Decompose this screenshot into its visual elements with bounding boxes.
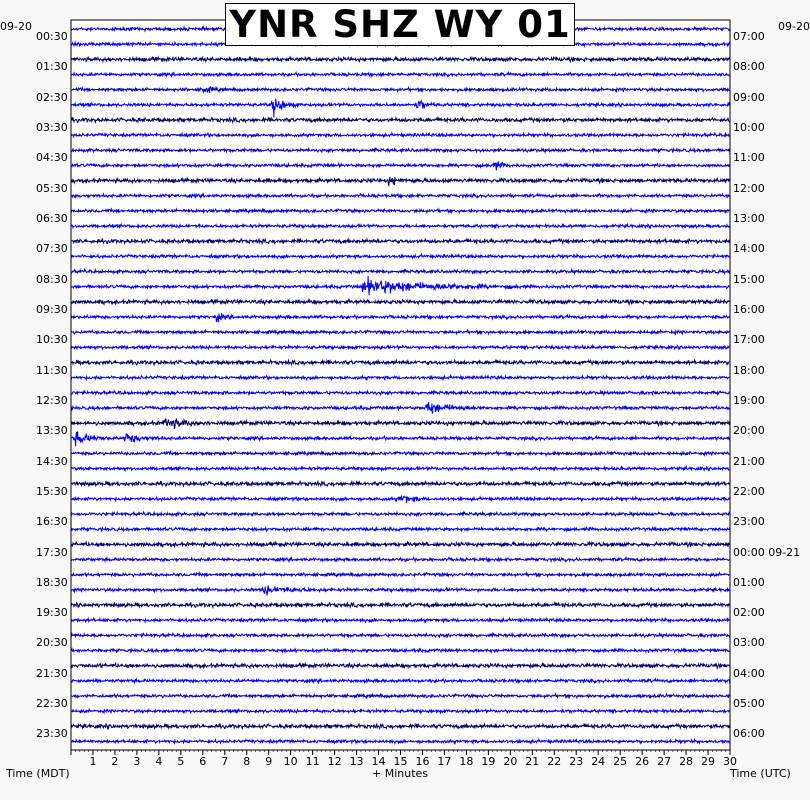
station-title-box (225, 3, 575, 46)
left-time-label: 18:30 (36, 575, 68, 589)
x-tick-label: 14 (371, 755, 386, 768)
left-time-label: 02:30 (36, 90, 68, 104)
x-tick-label: 21 (525, 755, 540, 768)
x-tick-label: 29 (701, 755, 716, 768)
right-time-label: 13:00 (733, 212, 765, 226)
station-title: YNR SHZ WY 01 (229, 3, 571, 46)
right-time-label: 14:00 (733, 242, 765, 256)
x-tick-label: 23 (569, 755, 584, 768)
x-tick-label: 25 (613, 755, 628, 768)
x-axis-label: + Minutes (372, 767, 429, 780)
right-date-label: 09-20 (778, 20, 810, 33)
left-time-label: 21:30 (36, 666, 68, 680)
x-tick-label: 5 (177, 755, 185, 768)
x-tick-label: 6 (199, 755, 207, 768)
x-tick-label: 22 (547, 755, 562, 768)
left-time-label: 22:30 (36, 697, 68, 711)
x-tick-label: 13 (349, 755, 364, 768)
left-time-label: 06:30 (36, 212, 68, 226)
left-time-label: 10:30 (36, 333, 68, 347)
x-tick-label: 15 (393, 755, 408, 768)
left-time-label: 14:30 (36, 454, 68, 468)
right-time-label: 01:00 (733, 575, 765, 589)
right-time-label: 00:00 09-21 (733, 545, 801, 559)
x-tick-label: 11 (305, 755, 320, 768)
right-time-label: 04:00 (733, 666, 765, 680)
right-time-label: 03:00 (733, 636, 765, 650)
right-time-label: 23:00 (733, 515, 765, 529)
left-axis-label: Time (MDT) (6, 767, 70, 780)
right-time-label: 11:00 (733, 151, 765, 165)
right-time-label: 08:00 (733, 60, 765, 74)
right-time-label: 09:00 (733, 90, 765, 104)
right-axis-label: Time (UTC) (730, 767, 791, 780)
x-tick-label: 17 (437, 755, 452, 768)
x-tick-label: 18 (459, 755, 474, 768)
right-time-label: 19:00 (733, 393, 765, 407)
x-tick-label: 2 (111, 755, 119, 768)
right-time-label: 10:00 (733, 121, 765, 135)
left-time-label: 16:30 (36, 515, 68, 529)
x-tick-label: 19 (481, 755, 496, 768)
right-time-label: 18:00 (733, 363, 765, 377)
left-time-label: 17:30 (36, 545, 68, 559)
right-time-label: 16:00 (733, 303, 765, 316)
x-tick-label: 3 (133, 755, 141, 768)
right-time-label: 05:00 (733, 697, 765, 711)
x-tick-label: 8 (243, 755, 251, 768)
left-time-label: 23:30 (36, 727, 68, 741)
x-tick-label: 28 (679, 755, 694, 768)
right-time-label: 07:00 (733, 30, 765, 44)
left-time-label: 12:30 (36, 393, 68, 407)
left-time-label: 07:30 (36, 242, 68, 256)
right-time-label: 02:00 (733, 606, 765, 620)
left-time-label: 00:30 (36, 30, 68, 44)
x-tick-label: 20 (503, 755, 518, 768)
left-time-label: 20:30 (36, 636, 68, 650)
x-tick-label: 12 (327, 755, 342, 768)
x-tick-label: 26 (635, 755, 650, 768)
right-time-label: 21:00 (733, 454, 765, 468)
right-time-label: 06:00 (733, 727, 765, 741)
right-time-label: 20:00 (733, 424, 765, 438)
x-tick-label: 9 (265, 755, 273, 768)
left-time-label: 04:30 (36, 151, 68, 165)
plot-area (71, 20, 730, 750)
right-time-label: 12:00 (733, 181, 765, 195)
right-time-label: 17:00 (733, 333, 765, 347)
left-time-label: 01:30 (36, 60, 68, 74)
left-date-label: 09-20 (0, 20, 32, 33)
x-tick-label: 1 (89, 755, 97, 768)
left-time-label: 13:30 (36, 424, 68, 438)
left-time-label: 03:30 (36, 121, 68, 135)
left-time-label: 05:30 (36, 181, 68, 195)
left-time-label: 15:30 (36, 484, 68, 498)
left-time-label: 19:30 (36, 606, 68, 620)
x-tick-label: 27 (657, 755, 672, 768)
right-time-label: 22:00 (733, 484, 765, 498)
x-tick-label: 4 (155, 755, 163, 768)
left-time-label: 11:30 (36, 363, 68, 377)
x-tick-label: 30 (723, 755, 737, 768)
right-time-label: 15:00 (733, 272, 765, 286)
left-time-label: 08:30 (36, 272, 68, 286)
x-tick-label: 7 (221, 755, 229, 768)
left-time-label: 09:30 (36, 303, 68, 316)
x-tick-label: 16 (415, 755, 430, 768)
x-tick-label: 10 (283, 755, 298, 768)
x-tick-label: 24 (591, 755, 606, 768)
